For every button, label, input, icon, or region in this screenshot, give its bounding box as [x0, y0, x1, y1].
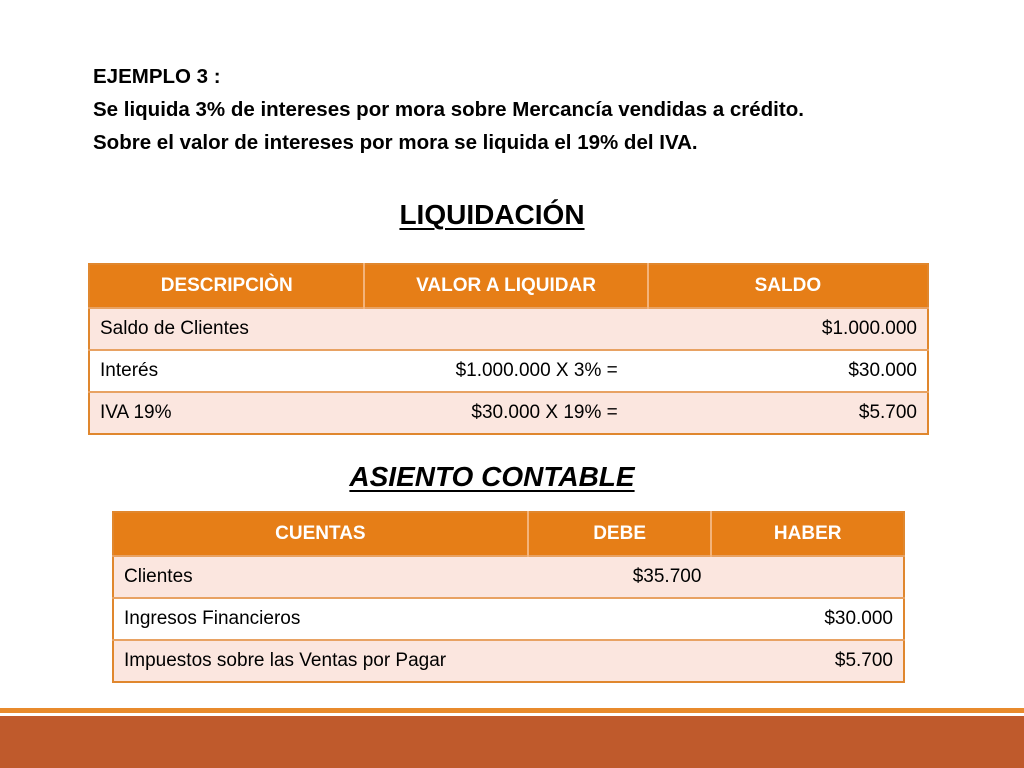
header-cuentas: CUENTAS	[113, 512, 528, 556]
table-header-row	[113, 512, 904, 556]
footer-band	[0, 716, 1024, 768]
example-statement-2: Sobre el valor de intereses por mora se liquida el 19% del IVA.	[93, 131, 698, 154]
cell-debe	[528, 640, 712, 682]
cell-valor: $1.000.000 X 3% =	[364, 350, 647, 392]
cell-saldo: $1.000.000	[648, 308, 928, 350]
table-row	[113, 556, 904, 598]
cell-haber: $30.000	[711, 598, 904, 640]
example-title: EJEMPLO 3 :	[93, 65, 221, 88]
table-header-row	[89, 264, 928, 308]
header-haber: HABER	[711, 512, 904, 556]
cell-descripcion: Interés	[89, 350, 364, 392]
asiento-contable-heading: ASIENTO CONTABLE	[349, 461, 635, 492]
table-row	[89, 350, 928, 392]
cell-cuenta: Clientes	[113, 556, 528, 598]
cell-saldo: $5.700	[648, 392, 928, 434]
header-saldo: SALDO	[648, 264, 928, 308]
cell-debe	[528, 598, 712, 640]
cell-descripcion: Saldo de Clientes	[89, 308, 364, 350]
example-statement-1: Se liquida 3% de intereses por mora sobre Mercancía vendidas a crédito.	[93, 98, 804, 121]
cell-descripcion: IVA 19%	[89, 392, 364, 434]
example-description	[93, 60, 993, 159]
table-row	[113, 640, 904, 682]
header-valor-a-liquidar: VALOR A LIQUIDAR	[364, 264, 647, 308]
cell-cuenta: Impuestos sobre las Ventas por Pagar	[113, 640, 528, 682]
table-row	[89, 392, 928, 434]
header-descripcion: DESCRIPCIÒN	[89, 264, 364, 308]
cell-cuenta: Ingresos Financieros	[113, 598, 528, 640]
cell-saldo: $30.000	[648, 350, 928, 392]
cell-valor	[364, 308, 647, 350]
cell-haber	[711, 556, 904, 598]
table-row	[113, 598, 904, 640]
cell-haber: $5.700	[711, 640, 904, 682]
table-row	[89, 308, 928, 350]
header-debe: DEBE	[528, 512, 712, 556]
cell-debe: $35.700	[528, 556, 712, 598]
asiento-contable-table	[112, 511, 905, 683]
footer-accent-line	[0, 708, 1024, 713]
liquidacion-heading: LIQUIDACIÓN	[399, 199, 585, 230]
liquidacion-table	[88, 263, 929, 435]
cell-valor: $30.000 X 19% =	[364, 392, 647, 434]
